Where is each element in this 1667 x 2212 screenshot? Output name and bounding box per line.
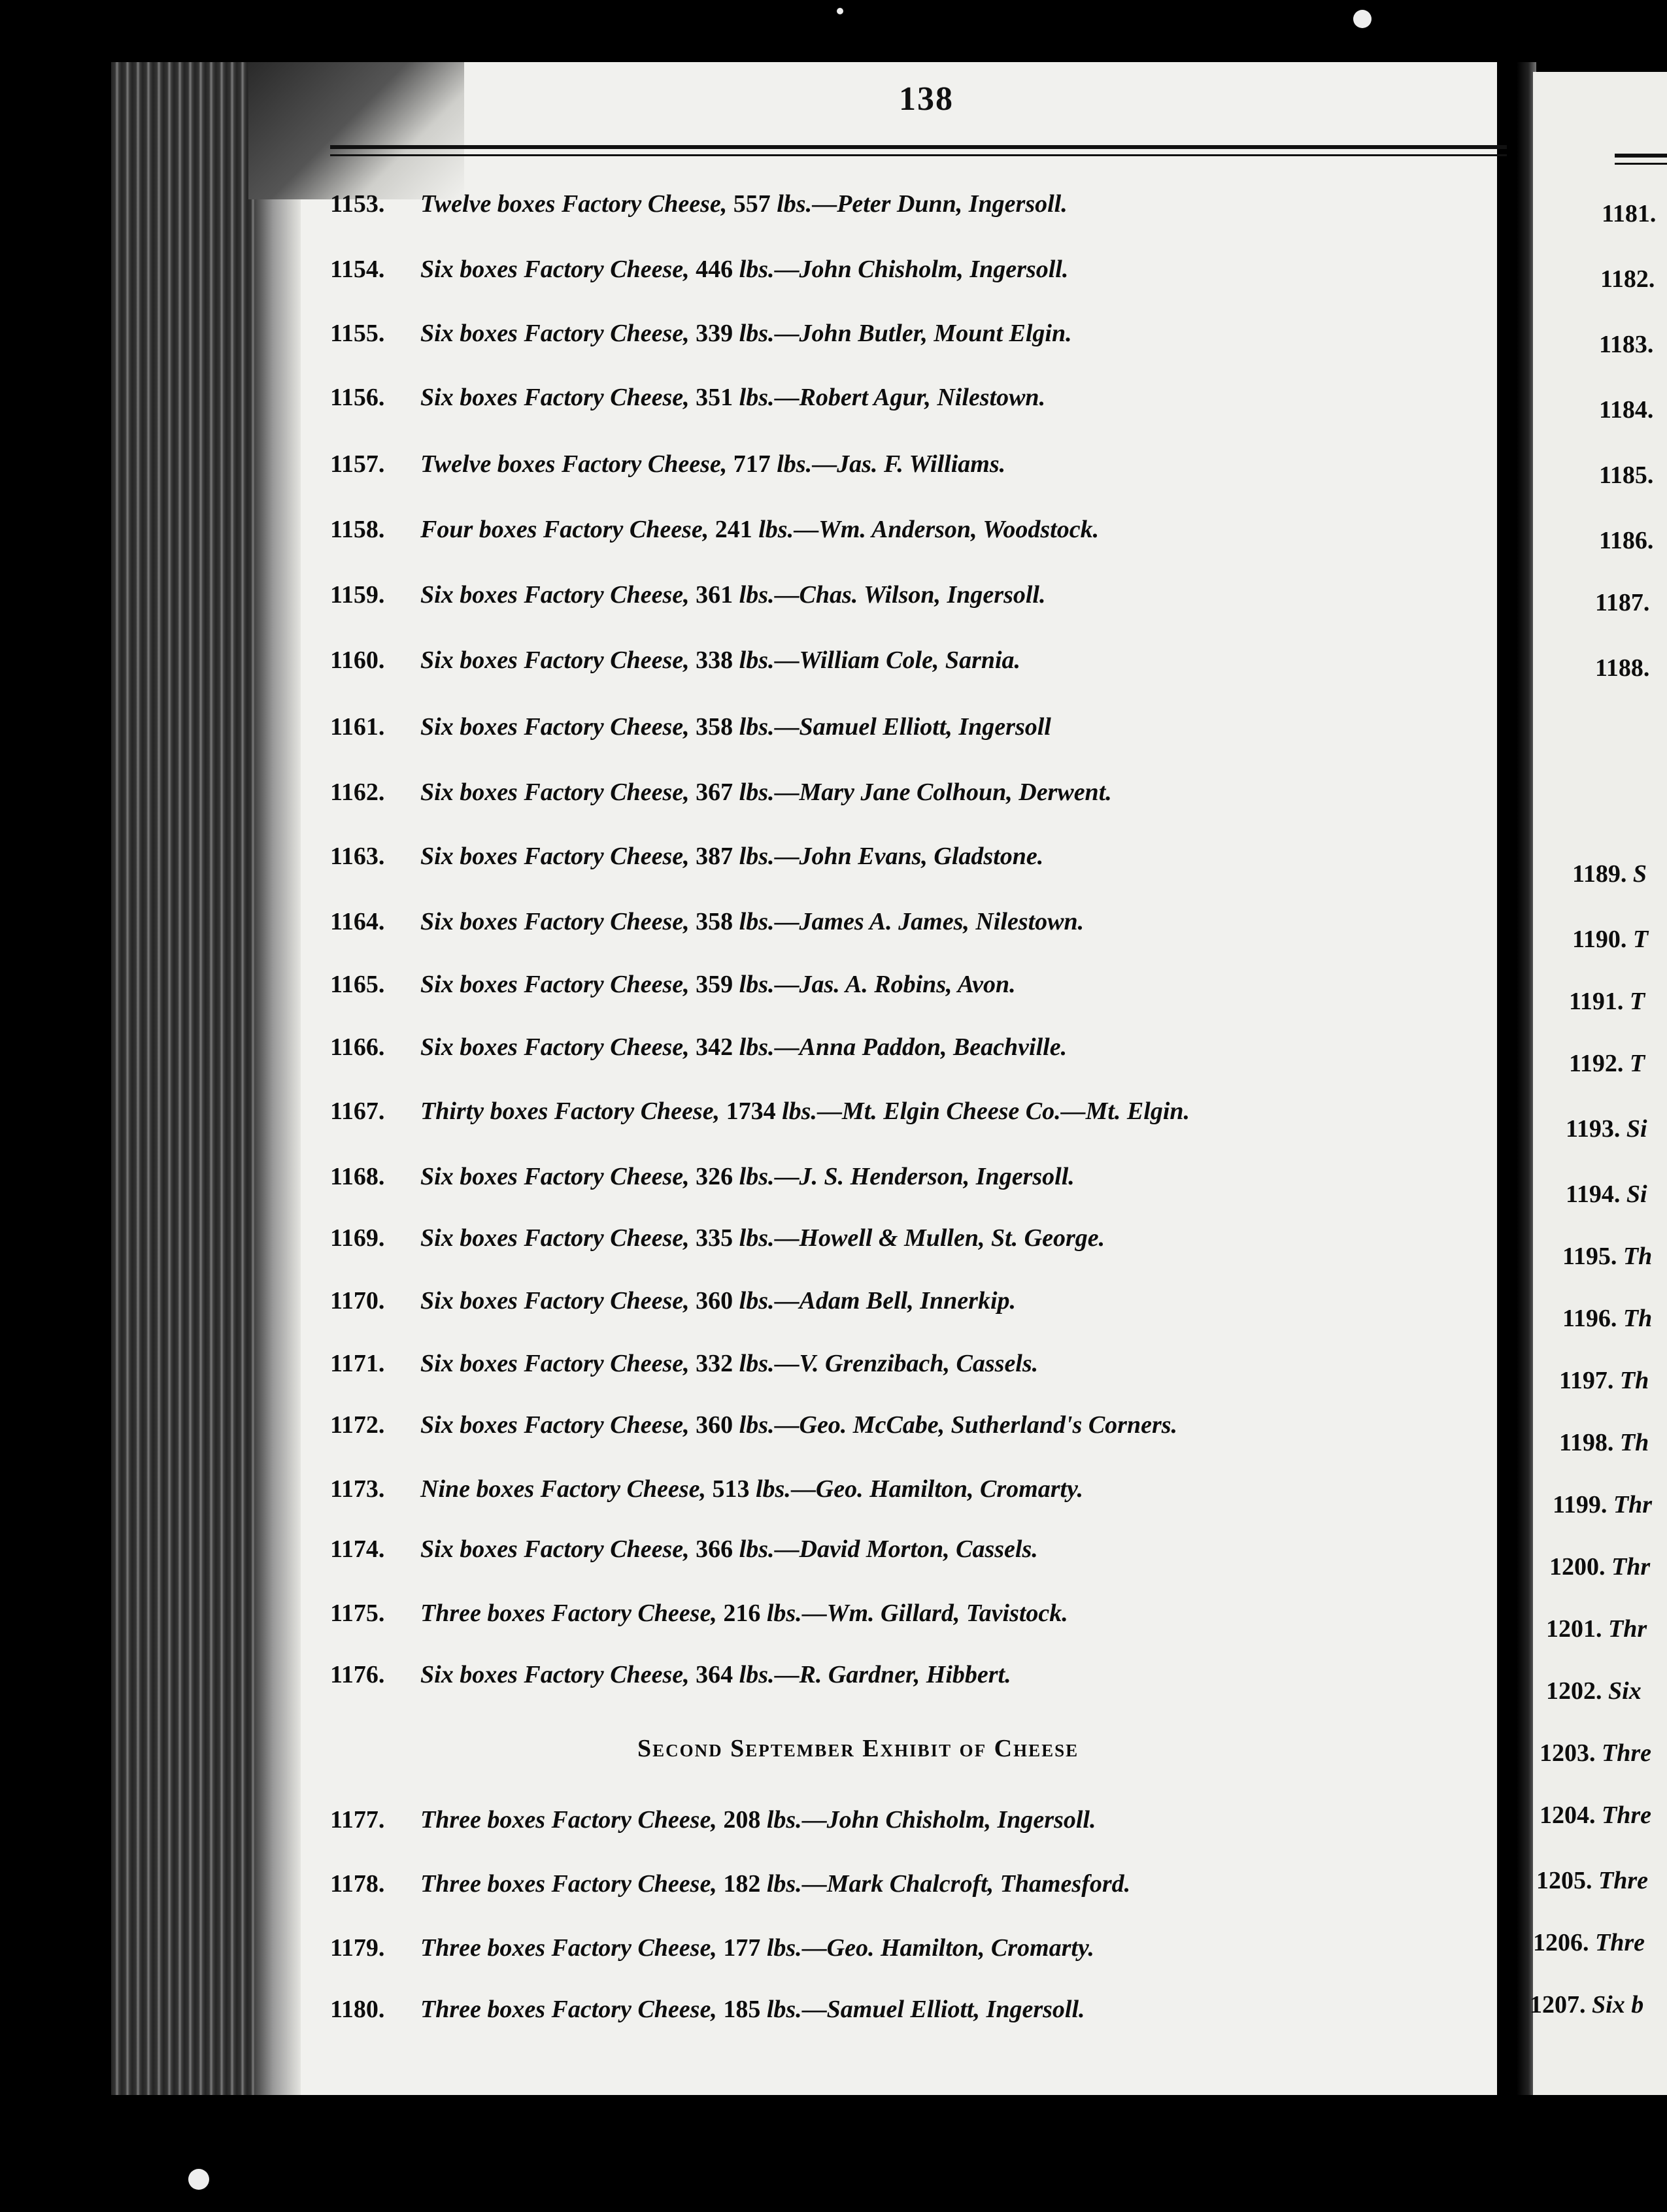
right-entry-number: 1192.	[1569, 1050, 1624, 1077]
entry-dash: —	[774, 1163, 800, 1190]
right-entry-fragment: Thr	[1613, 1491, 1653, 1518]
entry-description: Thirty boxes Factory Cheese,	[420, 1098, 720, 1125]
entry-dash: —	[774, 1287, 800, 1315]
entry-description: Twelve boxes Factory Cheese,	[420, 450, 728, 478]
entry-description: Four boxes Factory Cheese,	[420, 516, 709, 543]
entry-weight: 360	[696, 1287, 733, 1315]
entry-number: 1165.	[330, 971, 385, 998]
entry-number: 1167.	[330, 1098, 385, 1125]
right-entry-fragment: Th	[1623, 1305, 1653, 1332]
right-entry-fragment: Thr	[1611, 1553, 1651, 1581]
right-entry-fragment: Th	[1619, 1367, 1649, 1394]
entry-unit: lbs.	[766, 1934, 802, 1962]
right-entry-row	[1559, 1428, 1649, 1457]
right-entry-row	[1530, 1990, 1643, 2019]
entry-dash: —	[774, 843, 800, 870]
entry-unit: lbs.	[739, 1350, 775, 1377]
entry-dash: —	[774, 1033, 800, 1061]
entry-number: 1159.	[330, 581, 385, 609]
entry-row	[330, 1599, 1520, 1638]
entry-weight: 1734	[726, 1098, 776, 1125]
entry-unit: lbs.	[739, 384, 775, 411]
entry-weight: 513	[712, 1475, 750, 1503]
entry-row	[330, 970, 1520, 1009]
entry-description: Three boxes Factory Cheese,	[420, 1806, 717, 1834]
entry-unit: lbs.	[755, 1475, 791, 1503]
entry-number: 1169.	[330, 1224, 385, 1252]
entry-unit: lbs.	[739, 256, 775, 283]
entry-number: 1164.	[330, 908, 385, 935]
right-entry-number: 1207.	[1530, 1991, 1586, 2019]
entry-unit: lbs.	[739, 1163, 775, 1190]
right-entry-row	[1540, 1739, 1651, 1768]
entry-row	[330, 450, 1520, 489]
section-heading: Second September Exhibit of Cheese	[637, 1735, 1079, 1762]
right-entry-number: 1181.	[1602, 200, 1657, 227]
entry-row	[330, 190, 1520, 229]
scan-speck	[188, 2169, 209, 2190]
right-entry-row	[1546, 1615, 1647, 1643]
entry-dash: —	[774, 256, 800, 283]
entry-dash: —	[801, 1600, 827, 1627]
entry-unit: lbs.	[739, 1033, 775, 1061]
entry-row	[330, 712, 1520, 752]
entry-weight: 717	[733, 450, 771, 478]
entry-number: 1168.	[330, 1163, 385, 1190]
entry-description: Six boxes Factory Cheese,	[420, 713, 690, 741]
entry-row	[330, 319, 1520, 358]
right-entry-number: 1203.	[1540, 1739, 1596, 1767]
entry-description: Six boxes Factory Cheese,	[420, 581, 690, 609]
right-entry-row	[1553, 1490, 1652, 1519]
entry-row	[330, 1805, 1520, 1845]
right-entry-row	[1595, 654, 1649, 682]
right-entry-fragment: Thre	[1595, 1929, 1645, 1956]
right-entry-number: 1191.	[1569, 988, 1624, 1015]
scan-speck	[837, 8, 843, 14]
entry-dash: —	[774, 1661, 800, 1688]
entry-exhibitor: Mary Jane Colhoun, Derwent.	[799, 779, 1112, 806]
entry-weight: 335	[696, 1224, 733, 1252]
entry-row	[330, 1349, 1520, 1388]
entry-unit: lbs.	[739, 646, 775, 674]
entry-dash: —	[790, 1475, 816, 1503]
entry-weight: 339	[696, 320, 733, 347]
right-entry-number: 1197.	[1559, 1367, 1614, 1394]
right-entry-fragment: Si	[1626, 1181, 1647, 1208]
right-entry-number: 1190.	[1572, 926, 1627, 953]
entry-number: 1174.	[330, 1535, 385, 1563]
entry-row	[330, 1224, 1520, 1263]
right-entry-row	[1566, 1180, 1647, 1209]
entry-number: 1173.	[330, 1475, 385, 1503]
right-entry-number: 1199.	[1553, 1491, 1608, 1518]
right-entry-number: 1201.	[1546, 1615, 1602, 1643]
entry-exhibitor: John Evans, Gladstone.	[799, 843, 1044, 870]
entry-weight: 208	[723, 1806, 761, 1834]
entry-description: Three boxes Factory Cheese,	[420, 1934, 717, 1962]
entry-weight: 446	[696, 256, 733, 283]
entry-row	[330, 1535, 1520, 1574]
right-entry-row	[1536, 1866, 1648, 1895]
entry-number: 1180.	[330, 1996, 385, 2023]
entry-number: 1175.	[330, 1600, 385, 1627]
entry-description: Six boxes Factory Cheese,	[420, 908, 690, 935]
entry-number: 1158.	[330, 516, 385, 543]
entry-row	[330, 1660, 1520, 1700]
entry-row	[330, 1033, 1520, 1072]
entry-exhibitor: James A. James, Nilestown.	[799, 908, 1085, 935]
entry-exhibitor: Peter Dunn, Ingersoll.	[837, 190, 1068, 218]
right-entry-fragment: Six b	[1592, 1991, 1644, 2019]
entry-exhibitor: John Chisholm, Ingersoll.	[826, 1806, 1096, 1834]
entry-description: Six boxes Factory Cheese,	[420, 320, 690, 347]
entry-dash: —	[774, 1350, 800, 1377]
right-header-rule	[1615, 154, 1667, 158]
entry-dash: —	[774, 971, 800, 998]
entry-unit: lbs.	[766, 1870, 802, 1898]
entry-number: 1171.	[330, 1350, 385, 1377]
entry-exhibitor: Mark Chalcroft, Thamesford.	[826, 1870, 1131, 1898]
entry-row	[330, 1097, 1520, 1136]
entry-row	[330, 1286, 1520, 1326]
entry-unit: lbs.	[739, 1224, 775, 1252]
right-entry-number: 1206.	[1533, 1929, 1589, 1956]
entry-dash: —	[774, 1224, 800, 1252]
entry-description: Six boxes Factory Cheese,	[420, 1411, 690, 1439]
right-entry-row	[1559, 1366, 1649, 1395]
entry-row	[330, 1475, 1520, 1514]
entry-exhibitor: Jas. F. Williams.	[837, 450, 1006, 478]
entry-row	[330, 255, 1520, 294]
right-entry-row	[1533, 1928, 1645, 1957]
right-entry-row	[1540, 1801, 1651, 1830]
entry-weight: 241	[715, 516, 752, 543]
entry-unit: lbs.	[739, 971, 775, 998]
entry-number: 1156.	[330, 384, 385, 411]
right-entry-fragment: S	[1632, 860, 1647, 888]
entry-row	[330, 1995, 1520, 2034]
entry-dash: —	[774, 713, 800, 741]
entry-weight: 366	[696, 1535, 733, 1563]
entry-exhibitor: Adam Bell, Innerkip.	[799, 1287, 1016, 1315]
entry-exhibitor: Wm. Anderson, Woodstock.	[818, 516, 1100, 543]
entry-unit: lbs.	[739, 908, 775, 935]
entry-description: Three boxes Factory Cheese,	[420, 1600, 717, 1627]
entry-weight: 361	[696, 581, 733, 609]
entry-dash: —	[817, 1098, 842, 1125]
entry-description: Six boxes Factory Cheese,	[420, 1163, 690, 1190]
entry-weight: 557	[733, 190, 771, 218]
entry-exhibitor: Geo. Hamilton, Cromarty.	[815, 1475, 1084, 1503]
entry-unit: lbs.	[766, 1806, 802, 1834]
entry-dash: —	[774, 320, 800, 347]
entry-weight: 351	[696, 384, 733, 411]
right-entry-row	[1562, 1304, 1652, 1333]
right-entry-number: 1187.	[1595, 589, 1650, 616]
right-entry-fragment: Thre	[1602, 1739, 1651, 1767]
entry-weight: 358	[696, 908, 733, 935]
right-entry-row	[1549, 1552, 1650, 1581]
right-entry-number: 1188.	[1595, 654, 1650, 682]
right-entry-number: 1205.	[1536, 1867, 1592, 1894]
right-entry-row	[1569, 987, 1645, 1016]
entry-row	[330, 580, 1520, 620]
right-entry-row	[1546, 1677, 1642, 1705]
right-entry-number: 1204.	[1540, 1801, 1596, 1829]
entry-number: 1157.	[330, 450, 385, 478]
entry-exhibitor: R. Gardner, Hibbert.	[799, 1661, 1011, 1688]
entry-unit: lbs.	[782, 1098, 817, 1125]
entry-description: Six boxes Factory Cheese,	[420, 646, 690, 674]
entry-exhibitor: John Butler, Mount Elgin.	[799, 320, 1072, 347]
right-entry-number: 1202.	[1546, 1677, 1602, 1705]
entry-unit: lbs.	[739, 320, 775, 347]
right-entry-fragment: Thre	[1602, 1801, 1651, 1829]
right-entry-row	[1599, 461, 1653, 490]
right-header-rule-thin	[1615, 163, 1667, 165]
entry-description: Six boxes Factory Cheese,	[420, 1535, 690, 1563]
right-entry-number: 1185.	[1599, 461, 1654, 489]
right-entry-number: 1200.	[1549, 1553, 1606, 1581]
entry-number: 1163.	[330, 843, 385, 870]
entry-dash: —	[801, 1870, 827, 1898]
entry-weight: 360	[696, 1411, 733, 1439]
entry-unit: lbs.	[739, 1411, 775, 1439]
entry-description: Six boxes Factory Cheese,	[420, 779, 690, 806]
entry-unit: lbs.	[739, 843, 775, 870]
entry-row	[330, 646, 1520, 685]
entry-description: Nine boxes Factory Cheese,	[420, 1475, 706, 1503]
entry-number: 1154.	[330, 256, 385, 283]
entry-unit: lbs.	[739, 1535, 775, 1563]
entry-exhibitor: Geo. McCabe, Sutherland's Corners.	[799, 1411, 1178, 1439]
right-entry-number: 1186.	[1599, 527, 1654, 554]
right-entry-fragment: Si	[1626, 1115, 1647, 1143]
entry-weight: 342	[696, 1033, 733, 1061]
entry-unit: lbs.	[739, 779, 775, 806]
entry-dash: —	[774, 779, 800, 806]
right-entry-number: 1184.	[1599, 396, 1654, 424]
entry-exhibitor: V. Grenzibach, Cassels.	[799, 1350, 1039, 1377]
entry-number: 1155.	[330, 320, 385, 347]
entry-number: 1172.	[330, 1411, 385, 1439]
entry-exhibitor: Chas. Wilson, Ingersoll.	[799, 581, 1046, 609]
right-entry-row	[1600, 265, 1655, 293]
entry-description: Six boxes Factory Cheese,	[420, 1661, 690, 1688]
right-entry-fragment: Six	[1608, 1677, 1642, 1705]
entry-weight: 216	[723, 1600, 761, 1627]
entry-dash: —	[812, 450, 837, 478]
entry-weight: 332	[696, 1350, 733, 1377]
right-entry-fragment: Thre	[1598, 1867, 1648, 1894]
entry-exhibitor: John Chisholm, Ingersoll.	[799, 256, 1069, 283]
entry-weight: 326	[696, 1163, 733, 1190]
entry-number: 1179.	[330, 1934, 385, 1962]
entry-unit: lbs.	[766, 1996, 802, 2023]
entry-unit: lbs.	[777, 190, 813, 218]
entry-exhibitor: Geo. Hamilton, Cromarty.	[826, 1934, 1094, 1962]
entry-description: Six boxes Factory Cheese,	[420, 1033, 690, 1061]
entry-description: Six boxes Factory Cheese,	[420, 1287, 690, 1315]
right-entry-number: 1194.	[1566, 1181, 1621, 1208]
right-entry-row	[1562, 1242, 1652, 1271]
right-entry-row	[1599, 330, 1653, 359]
entry-weight: 359	[696, 971, 733, 998]
entry-row	[330, 842, 1520, 881]
right-entry-fragment: T	[1629, 1050, 1645, 1077]
entry-row	[330, 515, 1520, 554]
entry-exhibitor: Howell & Mullen, St. George.	[799, 1224, 1105, 1252]
entry-dash: —	[774, 581, 800, 609]
entry-weight: 182	[723, 1870, 761, 1898]
entry-dash: —	[774, 384, 800, 411]
entry-exhibitor: J. S. Henderson, Ingersoll.	[799, 1163, 1075, 1190]
entry-unit: lbs.	[739, 1661, 775, 1688]
entry-description: Six boxes Factory Cheese,	[420, 256, 690, 283]
entry-dash: —	[774, 1535, 800, 1563]
entry-exhibitor: Samuel Elliott, Ingersoll	[799, 713, 1051, 741]
entry-description: Six boxes Factory Cheese,	[420, 1350, 690, 1377]
right-entry-number: 1198.	[1559, 1429, 1614, 1456]
entry-description: Six boxes Factory Cheese,	[420, 384, 690, 411]
entry-weight: 177	[723, 1934, 761, 1962]
entry-row	[330, 778, 1520, 817]
entry-unit: lbs.	[777, 450, 813, 478]
entry-weight: 358	[696, 713, 733, 741]
right-entry-fragment: T	[1629, 988, 1645, 1015]
right-entry-fragment: Th	[1623, 1243, 1653, 1270]
entry-dash: —	[801, 1996, 827, 2023]
right-entry-row	[1572, 925, 1648, 954]
entry-row	[330, 383, 1520, 422]
entry-dash: —	[801, 1806, 827, 1834]
right-entry-number: 1195.	[1562, 1243, 1617, 1270]
entry-exhibitor: Anna Paddon, Beachville.	[799, 1033, 1068, 1061]
entry-weight: 338	[696, 646, 733, 674]
entry-row	[330, 1162, 1520, 1201]
entry-unit: lbs.	[758, 516, 794, 543]
entry-number: 1161.	[330, 713, 385, 741]
right-entry-row	[1599, 526, 1653, 555]
right-entry-row	[1602, 199, 1656, 228]
entry-unit: lbs.	[739, 581, 775, 609]
page-number: 138	[899, 80, 954, 118]
right-entry-row	[1569, 1049, 1645, 1078]
entry-dash: —	[774, 646, 800, 674]
entry-row	[330, 1411, 1520, 1450]
entry-exhibitor: Jas. A. Robins, Avon.	[799, 971, 1016, 998]
entry-weight: 387	[696, 843, 733, 870]
entry-number: 1162.	[330, 779, 385, 806]
right-entry-fragment: Thr	[1608, 1615, 1647, 1643]
entry-dash: —	[812, 190, 837, 218]
entry-exhibitor: Robert Agur, Nilestown.	[799, 384, 1046, 411]
entry-dash: —	[794, 516, 819, 543]
entry-unit: lbs.	[739, 1287, 775, 1315]
right-entry-fragment: T	[1632, 926, 1649, 953]
right-entry-row	[1566, 1114, 1647, 1143]
entry-description: Six boxes Factory Cheese,	[420, 971, 690, 998]
entry-description: Three boxes Factory Cheese,	[420, 1996, 717, 2023]
entry-weight: 367	[696, 779, 733, 806]
entry-number: 1176.	[330, 1661, 385, 1688]
entry-number: 1166.	[330, 1033, 385, 1061]
entry-exhibitor: David Morton, Cassels.	[799, 1535, 1038, 1563]
entry-number: 1177.	[330, 1806, 385, 1834]
right-entry-row	[1572, 860, 1647, 888]
entry-description: Three boxes Factory Cheese,	[420, 1870, 717, 1898]
scan-speck	[1353, 10, 1372, 28]
right-entry-row	[1599, 395, 1653, 424]
entry-number: 1170.	[330, 1287, 385, 1315]
entry-dash: —	[774, 1411, 800, 1439]
right-entry-fragment: Th	[1619, 1429, 1649, 1456]
entry-weight: 185	[723, 1996, 761, 2023]
entry-description: Twelve boxes Factory Cheese,	[420, 190, 728, 218]
entry-exhibitor: Mt. Elgin Cheese Co.—Mt. Elgin.	[841, 1098, 1190, 1125]
entry-description: Six boxes Factory Cheese,	[420, 1224, 690, 1252]
right-entry-number: 1182.	[1600, 265, 1655, 293]
right-entry-number: 1189.	[1572, 860, 1627, 888]
entry-description: Six boxes Factory Cheese,	[420, 843, 690, 870]
entry-row	[330, 907, 1520, 947]
right-entry-number: 1193.	[1566, 1115, 1621, 1143]
entry-exhibitor: Wm. Gillard, Tavistock.	[826, 1600, 1068, 1627]
entry-weight: 364	[696, 1661, 733, 1688]
entry-unit: lbs.	[739, 713, 775, 741]
right-entry-row	[1595, 588, 1649, 617]
right-page	[1533, 72, 1667, 2095]
entry-row	[330, 1934, 1520, 1973]
entry-exhibitor: William Cole, Sarnia.	[799, 646, 1021, 674]
right-entry-number: 1183.	[1599, 331, 1654, 358]
entry-dash: —	[774, 908, 800, 935]
right-entry-number: 1196.	[1562, 1305, 1617, 1332]
entry-number: 1160.	[330, 646, 385, 674]
entry-number: 1153.	[330, 190, 385, 218]
entry-unit: lbs.	[766, 1600, 802, 1627]
entry-row	[330, 1869, 1520, 1909]
entry-dash: —	[801, 1934, 827, 1962]
entry-number: 1178.	[330, 1870, 385, 1898]
entry-exhibitor: Samuel Elliott, Ingersoll.	[826, 1996, 1085, 2023]
